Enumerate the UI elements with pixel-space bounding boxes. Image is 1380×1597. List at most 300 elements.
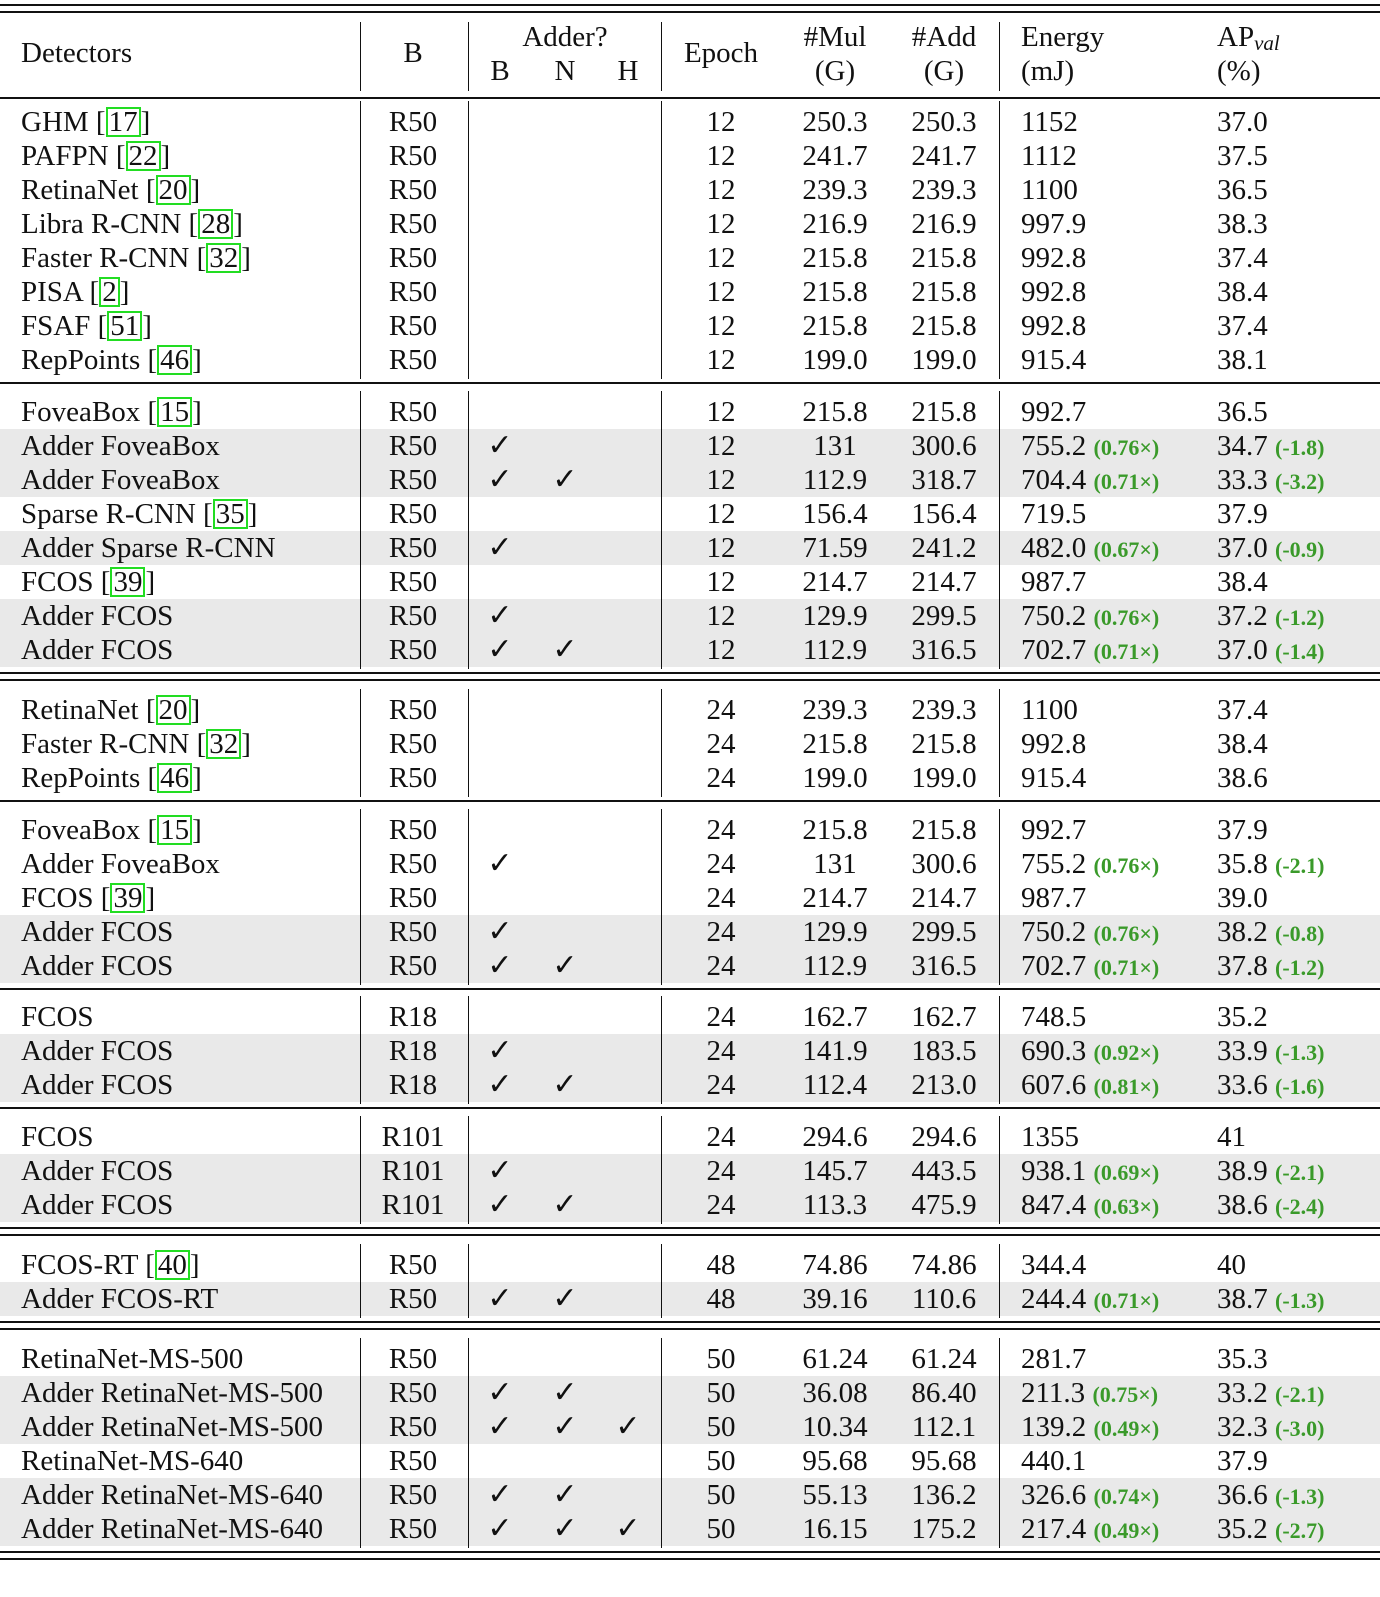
detector-label: Adder FCOS [21,1035,174,1067]
citation-link[interactable]: 39 [110,567,145,597]
mul-cell: 141.9 [802,1035,868,1067]
adder-b-check: ✓ [487,1375,513,1410]
column-divider [360,1244,361,1318]
adder-n-check: ✓ [552,462,578,497]
detector-name: Sparse R-CNN [ 35 ] [21,498,258,530]
detector-name [21,1068,173,1102]
energy-cell-delta: (0.81×) [1093,1074,1160,1099]
ap-cell [1217,727,1268,761]
mul-cell: 215.8 [802,242,868,274]
backbone-cell: R50 [388,242,438,274]
add-cell: 215.8 [911,396,977,428]
citation-link[interactable]: 32 [206,729,241,759]
ap-cell [1217,1444,1268,1478]
column-divider [360,1338,361,1548]
energy-cell-value: 992.8 [1021,276,1087,308]
header-epoch: Epoch [683,37,759,69]
add-cell: 215.8 [911,728,977,760]
detector-label: FoveaBox [21,396,141,428]
energy-cell-value: 915.4 [1021,344,1087,376]
mul-cell: 214.7 [802,882,868,914]
backbone-cell: R101 [381,1155,445,1187]
detector-label: FSAF [21,310,91,342]
mul-cell: 199.0 [802,344,868,376]
header-add: #Add [911,21,977,53]
detector-label: RetinaNet [21,694,139,726]
add-cell: 213.0 [911,1069,977,1101]
mul-cell: 162.7 [802,1001,868,1033]
ap-cell-delta: (-1.3) [1275,1040,1325,1065]
energy-cell-value: 211.3 [1021,1377,1086,1409]
energy-cell [1021,633,1159,667]
ap-cell [1217,1000,1268,1034]
column-divider [999,391,1000,669]
add-cell: 215.8 [911,814,977,846]
row-shade [0,949,1380,983]
ap-cell [1217,1120,1246,1154]
citation-link[interactable]: 28 [198,209,233,239]
energy-cell-delta: (0.76×) [1093,435,1160,460]
backbone-cell: R50 [388,762,438,794]
detector-label: FCOS [21,566,94,598]
detector-label: RetinaNet [21,174,139,206]
energy-cell-delta: (0.71×) [1093,955,1160,980]
row-shade [0,1034,1380,1068]
backbone-cell: R50 [388,396,438,428]
detector-name [21,847,220,881]
energy-cell [1021,1188,1159,1222]
add-cell: 241.7 [911,140,977,172]
mul-cell: 112.9 [802,950,868,982]
column-divider [468,1338,469,1548]
detector-label: FoveaBox [21,814,141,846]
adder-b-check: ✓ [487,428,513,463]
epoch-cell: 24 [706,814,736,846]
energy-cell [1021,1068,1159,1102]
energy-cell-value: 482.0 [1021,532,1087,564]
citation-link[interactable]: 32 [206,243,241,273]
adder-b-check: ✓ [487,1511,513,1546]
backbone-cell: R50 [388,1513,438,1545]
energy-cell-value: 217.4 [1021,1513,1087,1545]
ap-cell [1217,1478,1324,1512]
mul-cell: 294.6 [802,1121,868,1153]
add-cell: 112.1 [911,1411,977,1443]
citation-link[interactable]: 22 [126,141,161,171]
backbone-cell: R50 [388,464,438,496]
citation-link[interactable]: 40 [155,1250,190,1280]
group-rule [0,988,1380,990]
ap-cell-value: 37.9 [1217,814,1268,846]
adder-n-check: ✓ [552,1375,578,1410]
backbone-cell: R50 [388,1283,438,1315]
header-energy: Energy [1021,21,1105,53]
epoch-cell: 12 [706,208,736,240]
backbone-cell: R50 [388,276,438,308]
detector-label: Adder FCOS-RT [21,1283,219,1315]
column-divider [468,1116,469,1224]
add-cell: 214.7 [911,882,977,914]
ap-cell [1217,1342,1268,1376]
epoch-cell: 12 [706,106,736,138]
detector-name [21,1120,94,1154]
ap-cell-value: 38.7 [1217,1283,1268,1315]
energy-cell-delta: (0.92×) [1093,1040,1160,1065]
citation-link[interactable]: 17 [106,107,141,137]
ap-cell-value: 35.3 [1217,1343,1268,1375]
row-shade [0,915,1380,949]
detector-name: FoveaBox [ 15 ] [21,814,202,846]
header-rule [0,97,1380,99]
ap-cell [1217,429,1324,463]
column-divider [468,391,469,669]
add-cell: 214.7 [911,566,977,598]
add-cell: 215.8 [911,276,977,308]
citation-link[interactable]: 35 [213,499,248,529]
detector-label: Adder FCOS [21,600,174,632]
header-ap-main: AP [1217,21,1255,53]
epoch-cell: 12 [706,310,736,342]
adder-b-check: ✓ [487,1409,513,1444]
energy-cell-value: 992.8 [1021,728,1087,760]
epoch-cell: 12 [706,464,736,496]
add-cell: 294.6 [911,1121,977,1153]
backbone-cell: R50 [388,728,438,760]
epoch-cell: 50 [706,1445,736,1477]
column-divider [360,22,361,91]
detector-name [21,429,220,463]
citation-link[interactable]: 20 [156,175,191,205]
epoch-cell: 24 [706,728,736,760]
add-cell: 199.0 [911,762,977,794]
energy-cell-value: 750.2 [1021,600,1087,632]
energy-cell [1021,693,1078,727]
header-adder-b: B [490,55,510,87]
ap-cell-delta: (-2.1) [1275,1382,1325,1407]
energy-cell-value: 847.4 [1021,1189,1087,1221]
mul-cell: 55.13 [802,1479,868,1511]
column-divider [360,996,361,1104]
mul-cell: 131 [813,848,857,880]
energy-cell [1021,599,1159,633]
ap-cell [1217,1376,1324,1410]
top-rule [0,11,1380,13]
energy-cell-value: 690.3 [1021,1035,1087,1067]
column-divider [999,1338,1000,1548]
backbone-cell: R50 [388,882,438,914]
epoch-cell: 12 [706,396,736,428]
detector-name: FCOS [ 39 ] [21,566,156,598]
adder-b-check: ✓ [487,846,513,881]
row-shade [0,1188,1380,1222]
backbone-cell: R50 [388,634,438,666]
backbone-cell: R50 [388,1411,438,1443]
ap-cell-delta: (-1.8) [1275,435,1325,460]
energy-cell-value: 997.9 [1021,208,1087,240]
backbone-cell: R50 [388,694,438,726]
energy-cell [1021,1478,1159,1512]
energy-cell-delta: (0.71×) [1093,639,1160,664]
detector-name: FoveaBox [ 15 ] [21,396,202,428]
epoch-cell: 48 [706,1283,736,1315]
energy-cell [1021,1248,1086,1282]
ap-cell-value: 33.6 [1217,1069,1268,1101]
header-ap-subscript: val [1254,31,1280,55]
column-divider [999,1244,1000,1318]
ap-cell-delta: (-0.9) [1275,537,1325,562]
header-energy-unit: (mJ) [1021,55,1075,87]
energy-cell [1021,761,1086,795]
epoch-cell: 12 [706,532,736,564]
ap-cell-value: 37.4 [1217,242,1268,274]
ap-cell-value: 33.2 [1217,1377,1268,1409]
energy-cell-value: 755.2 [1021,430,1087,462]
detector-name [21,633,173,667]
energy-cell-value: 704.4 [1021,464,1087,496]
adder-b-check: ✓ [487,1477,513,1512]
epoch-cell: 50 [706,1411,736,1443]
backbone-cell: R50 [388,566,438,598]
backbone-cell: R50 [388,814,438,846]
column-divider [360,689,361,797]
row-shade [0,1154,1380,1188]
header-mul-unit: (G) [814,55,856,87]
detector-name [21,599,173,633]
ap-cell-value: 32.3 [1217,1411,1268,1443]
energy-cell-delta: (0.76×) [1093,853,1160,878]
column-divider [468,1244,469,1318]
column-divider [661,1338,662,1548]
group-rule [0,800,1380,802]
backbone-cell: R50 [388,310,438,342]
citation-link[interactable]: 2 [99,277,120,307]
citation-link[interactable]: 39 [110,883,145,913]
energy-cell [1021,949,1159,983]
epoch-cell: 24 [706,762,736,794]
ap-cell-value: 37.8 [1217,950,1268,982]
backbone-cell: R50 [388,208,438,240]
detector-name: RepPoints [ 46 ] [21,762,202,794]
ap-cell-delta: (-2.1) [1275,853,1325,878]
detector-label: FCOS [21,882,94,914]
detector-name: PAFPN [ 22 ] [21,140,171,172]
epoch-cell: 12 [706,498,736,530]
detector-label: FCOS-RT [21,1249,138,1281]
mul-cell: 241.7 [802,140,868,172]
mul-cell: 112.4 [802,1069,868,1101]
add-cell: 299.5 [911,600,977,632]
group-double-rule [0,1234,1380,1236]
add-cell: 61.24 [911,1343,977,1375]
ap-cell-value: 35.2 [1217,1001,1268,1033]
backbone-cell: R50 [388,532,438,564]
detector-name [21,1512,323,1546]
column-divider [999,689,1000,797]
detector-label: PISA [21,276,83,308]
mul-cell: 239.3 [802,174,868,206]
ap-cell-value: 33.3 [1217,464,1268,496]
energy-cell [1021,463,1159,497]
epoch-cell: 48 [706,1249,736,1281]
add-cell: 95.68 [911,1445,977,1477]
add-cell: 162.7 [911,1001,977,1033]
ap-cell [1217,241,1268,275]
detector-name [21,463,220,497]
add-cell: 316.5 [911,634,977,666]
backbone-cell: R18 [388,1069,438,1101]
backbone-cell: R50 [388,1343,438,1375]
ap-cell-delta: (-3.0) [1275,1416,1325,1441]
energy-cell-value: 344.4 [1021,1249,1087,1281]
energy-cell [1021,207,1086,241]
detector-label: Adder FCOS [21,950,174,982]
ap-cell [1217,1282,1324,1316]
energy-cell [1021,847,1159,881]
add-cell: 316.5 [911,950,977,982]
ap-cell-value: 38.1 [1217,344,1268,376]
add-cell: 239.3 [911,694,977,726]
detector-label: GHM [21,106,89,138]
ap-cell [1217,1512,1324,1546]
backbone-cell: R50 [388,140,438,172]
citation-link[interactable]: 46 [157,345,192,375]
energy-cell-delta: (0.76×) [1093,605,1160,630]
ap-cell-delta: (-2.1) [1275,1160,1325,1185]
ap-cell-value: 38.9 [1217,1155,1268,1187]
ap-cell-value: 37.5 [1217,140,1268,172]
energy-cell [1021,915,1159,949]
citation-link[interactable]: 51 [107,311,142,341]
bottom-rule [0,1558,1380,1560]
column-divider [360,1116,361,1224]
energy-cell-value: 992.8 [1021,242,1087,274]
backbone-cell: R50 [388,106,438,138]
backbone-cell: R50 [388,950,438,982]
ap-cell [1217,207,1268,241]
mul-cell: 239.3 [802,694,868,726]
detector-name: RepPoints [ 46 ] [21,344,202,376]
energy-cell-delta: (0.76×) [1093,921,1160,946]
ap-cell [1217,633,1324,667]
energy-cell [1021,1342,1086,1376]
backbone-cell: R50 [388,174,438,206]
backbone-cell: R50 [388,430,438,462]
energy-cell-value: 915.4 [1021,762,1087,794]
detector-name: RetinaNet [ 20 ] [21,694,201,726]
mul-cell: 216.9 [802,208,868,240]
detector-label: PAFPN [21,140,109,172]
energy-cell-value: 748.5 [1021,1001,1087,1033]
adder-b-check: ✓ [487,530,513,565]
ap-cell-delta: (-1.4) [1275,639,1325,664]
energy-cell-value: 938.1 [1021,1155,1087,1187]
energy-cell [1021,275,1086,309]
ap-cell-value: 38.4 [1217,566,1268,598]
citation-link[interactable]: 15 [157,815,192,845]
backbone-cell: R101 [381,1121,445,1153]
epoch-cell: 24 [706,950,736,982]
header-adder-n: N [554,55,576,87]
detector-label: Adder FCOS [21,1189,174,1221]
ap-cell-value: 38.3 [1217,208,1268,240]
add-cell: 74.86 [911,1249,977,1281]
add-cell: 475.9 [911,1189,977,1221]
column-divider [661,689,662,797]
ap-cell-delta: (-1.6) [1275,1074,1325,1099]
header-mul: #Mul [803,21,867,53]
citation-link[interactable]: 15 [157,397,192,427]
column-divider [999,809,1000,985]
detector-label: Adder RetinaNet-MS-500 [21,1377,324,1409]
citation-link[interactable]: 20 [156,695,191,725]
ap-cell [1217,395,1268,429]
column-divider [468,689,469,797]
ap-cell [1217,497,1268,531]
column-divider [360,391,361,669]
energy-cell-value: 987.7 [1021,566,1087,598]
detector-label: RepPoints [21,344,141,376]
backbone-cell: R50 [388,916,438,948]
detector-name [21,1342,243,1376]
energy-cell-value: 750.2 [1021,916,1087,948]
backbone-cell: R18 [388,1035,438,1067]
mul-cell: 131 [813,430,857,462]
energy-cell [1021,309,1086,343]
energy-cell-value: 755.2 [1021,848,1087,880]
epoch-cell: 24 [706,848,736,880]
detector-name [21,1444,243,1478]
detector-name: Libra R-CNN [ 28 ] [21,208,243,240]
column-divider [468,101,469,379]
add-cell: 215.8 [911,310,977,342]
mul-cell: 16.15 [802,1513,868,1545]
epoch-cell: 12 [706,344,736,376]
header-ap-unit: (%) [1217,55,1261,87]
detector-label: FCOS [21,1121,94,1153]
add-cell: 86.40 [911,1377,977,1409]
backbone-cell: R50 [388,1445,438,1477]
add-cell: 110.6 [911,1283,977,1315]
epoch-cell: 24 [706,1001,736,1033]
energy-cell-delta: (0.74×) [1093,1484,1160,1509]
energy-cell [1021,139,1077,173]
adder-n-check: ✓ [552,1511,578,1546]
column-divider [661,101,662,379]
ap-cell [1217,531,1324,565]
energy-cell [1021,881,1086,915]
column-divider [661,1116,662,1224]
ap-cell-value: 38.6 [1217,1189,1268,1221]
add-cell: 175.2 [911,1513,977,1545]
ap-cell-value: 38.2 [1217,916,1268,948]
adder-b-check: ✓ [487,1281,513,1316]
ap-cell-value: 37.0 [1217,634,1268,666]
detector-label: Adder FoveaBox [21,464,220,496]
mul-cell: 95.68 [802,1445,868,1477]
energy-cell-value: 987.7 [1021,882,1087,914]
ap-cell [1217,1154,1324,1188]
ap-cell-value: 40 [1217,1249,1246,1281]
group-double-rule [0,1328,1380,1330]
header-adder: Adder? [522,21,608,53]
group-double-rule [0,679,1380,681]
detector-name [21,949,173,983]
citation-link[interactable]: 46 [157,763,192,793]
group-rule [0,382,1380,384]
add-cell: 215.8 [911,242,977,274]
ap-cell [1217,309,1268,343]
ap-cell [1217,1068,1324,1102]
